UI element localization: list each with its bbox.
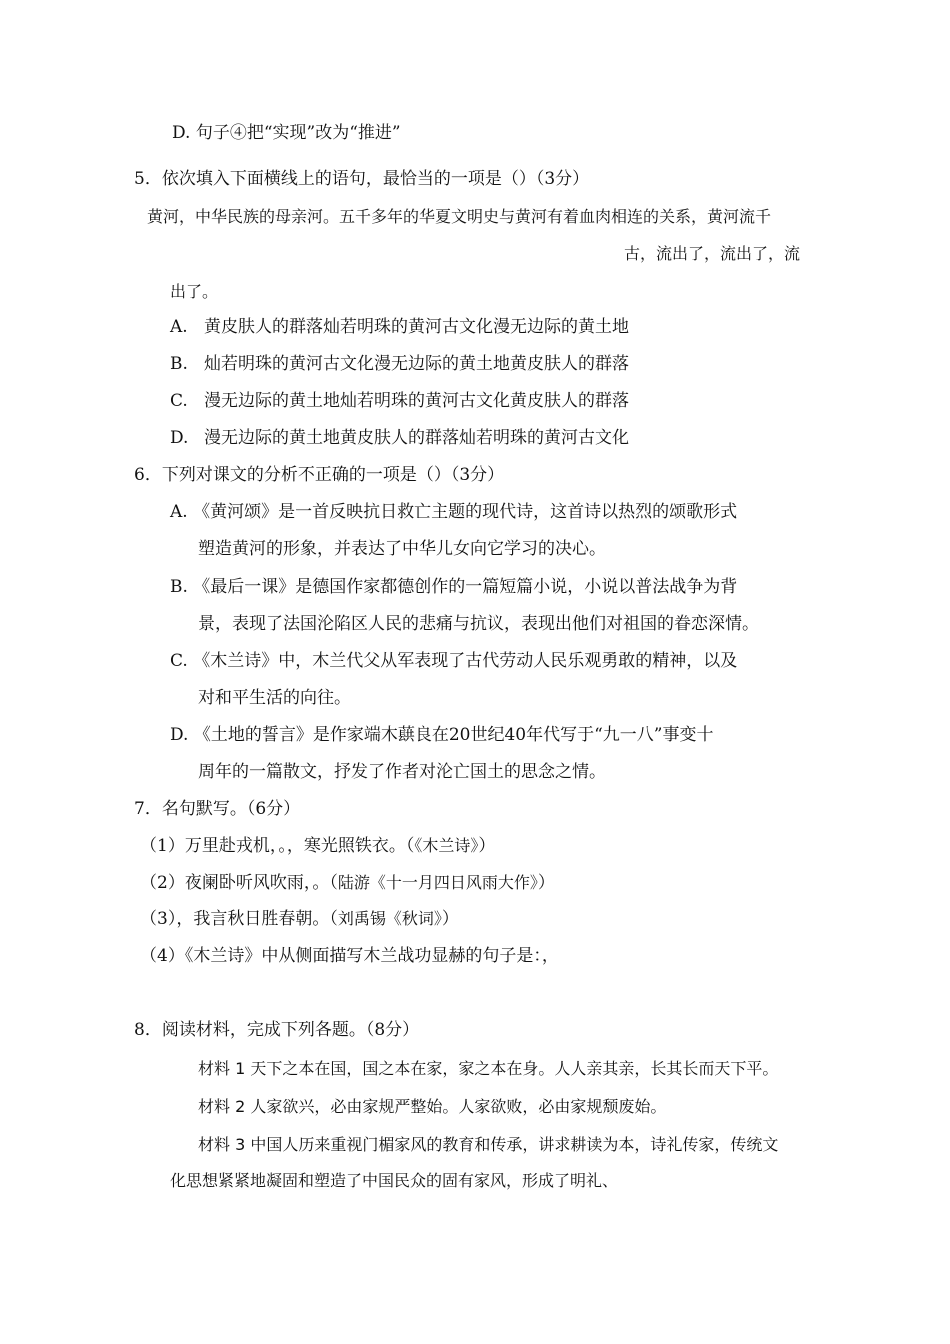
q6-option-d-line-1: D. 《土地的誓言》是作家端木蕻良在20世纪40年代写于“九一八”事变十 bbox=[170, 725, 714, 745]
q7-item-3 bbox=[140, 907, 459, 931]
option-label: C. bbox=[170, 391, 188, 411]
item-source: 《木兰诗》 bbox=[414, 836, 479, 855]
q7-item-2 bbox=[140, 871, 555, 895]
item-text: （1）万里赴戎机，。，寒光照铁衣。（ bbox=[140, 836, 415, 856]
q5-option-a bbox=[170, 315, 629, 339]
item-source: 陆游《十一月四日风雨大作》 bbox=[337, 873, 538, 892]
q5-stem: 5．依次填入下面横线上的语句，最恰当的一项是（）（3分） bbox=[134, 169, 590, 189]
option-text: 灿若明珠的黄河古文化漫无边际的黄土地黄皮肤人的群落 bbox=[204, 354, 629, 374]
q6-option-a-line-1: A. 《黄河颂》是一首反映抗日救亡主题的现代诗，这首诗以热烈的颂歌形式 bbox=[170, 502, 738, 522]
q7-stem: 7．名句默写。（6分） bbox=[134, 799, 301, 819]
q7-item-1 bbox=[140, 834, 495, 858]
option-label: B. bbox=[170, 354, 188, 374]
q5-option-b bbox=[170, 352, 629, 376]
option-label: A. bbox=[170, 317, 188, 337]
q8-material-3-line-1: 材料 3 中国人历来重视门楣家风的教育和传承，讲求耕读为本，诗礼传家，传统文 bbox=[198, 1135, 779, 1154]
item-close: ） bbox=[441, 909, 459, 929]
option-text: 黄皮肤人的群落灿若明珠的黄河古文化漫无边际的黄土地 bbox=[204, 317, 629, 337]
item-close: ） bbox=[537, 873, 555, 893]
q6-option-b-line-2: 景，表现了法国沦陷区人民的悲痛与抗议，表现出他们对祖国的眷恋深情。 bbox=[198, 614, 759, 634]
option-text: 漫无边际的黄土地黄皮肤人的群落灿若明珠的黄河古文化 bbox=[204, 428, 629, 448]
q8-stem: 8．阅读材料，完成下列各题。（8分） bbox=[134, 1020, 420, 1040]
item-close: ） bbox=[478, 836, 496, 856]
q5-option-d bbox=[170, 426, 629, 450]
q6-stem: 6．下列对课文的分析不正确的一项是（）（3分） bbox=[134, 465, 505, 485]
q5-option-c bbox=[170, 389, 629, 413]
q8-material-2: 材料 2 人家欲兴，必由家规严整始。人家欲败，必由家规颓废始。 bbox=[198, 1097, 667, 1116]
q6-option-c-line-1: C. 《木兰诗》中，木兰代父从军表现了古代劳动人民乐观勇敢的精神，以及 bbox=[170, 651, 738, 671]
item-text: （2）夜阑卧听风吹雨，。（ bbox=[140, 873, 338, 893]
q5-passage-line-3: 出了。 bbox=[170, 282, 219, 301]
q5-passage-line-1: 黄河，中华民族的母亲河。五千多年的华夏文明史与黄河有着血肉相连的关系，黄河流千 bbox=[147, 207, 772, 226]
item-text: （3），我言秋日胜春朝。（ bbox=[140, 909, 338, 929]
option-label: D. bbox=[170, 428, 189, 448]
q8-material-3-line-2: 化思想紧紧地凝固和塑造了中国民众的固有家风，形成了明礼、 bbox=[170, 1171, 619, 1190]
item-source: 刘禹锡《秋词》 bbox=[337, 909, 442, 928]
q7-item-4: （4）《木兰诗》中从侧面描写木兰战功显赫的句子是：， bbox=[140, 946, 559, 966]
q6-option-b-line-1: B. 《最后一课》是德国作家都德创作的一篇短篇小说，小说以普法战争为背 bbox=[170, 577, 738, 597]
q4-option-d: D. 句子④把“实现”改为“推进” bbox=[172, 123, 401, 143]
q8-material-1: 材料 1 天下之本在国，国之本在家，家之本在身。人人亲其亲，长其长而天下平。 bbox=[198, 1059, 779, 1078]
q6-option-d-line-2: 周年的一篇散文，抒发了作者对沦亡国土的思念之情。 bbox=[198, 762, 606, 782]
q6-option-c-line-2: 对和平生活的向往。 bbox=[198, 688, 351, 708]
option-text: 漫无边际的黄土地灿若明珠的黄河古文化黄皮肤人的群落 bbox=[204, 391, 629, 411]
q5-passage-line-2: 古，流出了，流出了，流 bbox=[624, 244, 801, 263]
q6-option-a-line-2: 塑造黄河的形象，并表达了中华儿女向它学习的决心。 bbox=[198, 539, 606, 559]
